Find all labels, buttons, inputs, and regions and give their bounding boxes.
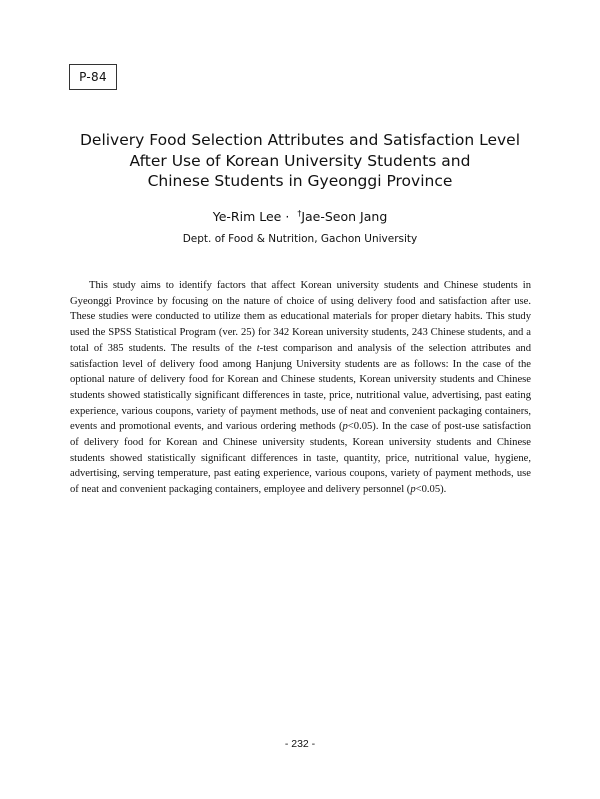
paper-title [40,130,560,192]
abstract-t-italic: t [256,342,260,354]
abstract-paragraph [70,278,531,498]
title-line-3: Chinese Students in Gyeonggi Province [147,172,453,190]
abstract-text-3: <0.05). In the case of post-use satisfaction of delivery food for Korean and Chinese university students, Korean university students and Chinese students showed statistically significant differences in taste, quantity, price, nutritional value, hygiene, advertising, serving temperature, past eating experience, various coupons, variety of payment methods, use of neat and convenient packaging containers, employee and delivery personnel ( [70,421,531,496]
author-separator: · [285,209,290,224]
abstract [70,278,531,498]
corresponding-author-mark: † [297,209,302,218]
title-line-1: Delivery Food Selection Attributes and Satisfaction Level [79,131,521,149]
poster-label: P-84 [69,64,117,90]
author-line [60,209,540,224]
title-line-2: After Use of Korean University Students and [129,151,471,170]
abstract-p-italic-1: p [342,421,348,433]
abstract-text-1: This study aims to identify factors that affect Korean university students and Chinese students in Gyeonggi Province by focusing on the nature of choice of using delivery food and satisfaction after use. These studies were conducted to utilize them as educational materials for proper dietary habits. This study used the SPSS Statistical Program (ver. 25) for 342 Korean university students, 243 Chinese students, and a total of 385 students. The results of the [70,280,531,354]
abstract-text-4: <0.05). [415,484,447,496]
page-number: - 232 - [284,738,316,750]
author-first: Ye-Rim Lee [212,209,282,224]
author-second: Jae-Seon Jang [301,209,388,224]
abstract-p-italic-2: p [410,484,416,496]
abstract-text-2: -test comparison and analysis of the selection attributes and satisfaction level of delivery food among Hanjung University students are as follows: In the case of the optional nature of delivery food for Korean and Chinese students, Korean university students and Chinese students showed statistically significant differences in taste, price, nutritional value, advertising, past eating experience, various coupons, variety of payment methods, use of neat and convenient packaging containers, events and promotional events, and various ordering methods ( [70,342,531,433]
affiliation: Dept. of Food & Nutrition, Gachon University [182,233,418,245]
